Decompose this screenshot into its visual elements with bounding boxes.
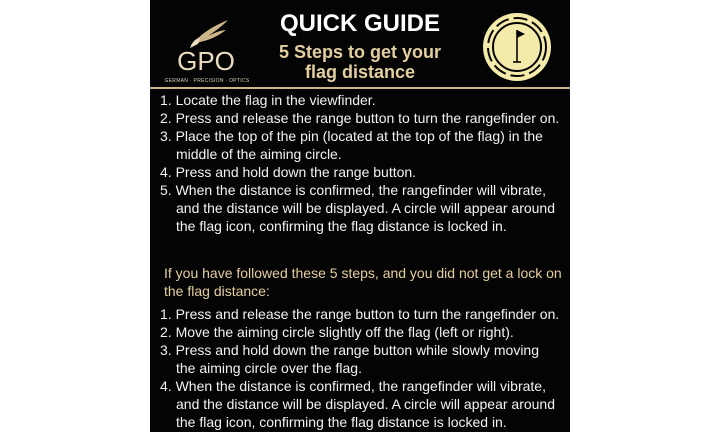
header-divider xyxy=(150,87,570,89)
list-item: 4. Press and hold down the range button. xyxy=(160,164,417,180)
quick-guide-panel xyxy=(150,0,570,432)
list-item: 1. Locate the flag in the viewfinder. xyxy=(160,92,376,108)
gpo-logo xyxy=(164,16,252,88)
page-subtitle xyxy=(260,42,460,82)
list-item: 3. Press and hold down the range button while slowly moving the aiming circle over the flag. xyxy=(160,342,539,376)
flag-badge-icon xyxy=(482,12,552,82)
logo-tagline: GERMAN · PRECISION · OPTICS xyxy=(164,78,250,84)
page-title: QUICK GUIDE xyxy=(279,10,440,37)
troubleshoot-list xyxy=(160,305,571,431)
subtitle-line: flag distance xyxy=(304,62,416,82)
steps-list xyxy=(160,91,571,235)
list-item: 2. Move the aiming circle slightly off the flag (left or right). xyxy=(160,324,514,340)
troubleshoot-note: If you have followed these 5 steps, and you did not get a lock on the flag distance: xyxy=(164,265,562,299)
list-item: 1. Press and release the range button to turn the rangefinder on. xyxy=(160,306,560,322)
subtitle-line: 5 Steps to get your xyxy=(278,42,442,62)
list-item: 2. Press and release the range button to turn the rangefinder on. xyxy=(160,110,560,126)
list-item: 5. When the distance is confirmed, the rangefinder will vibrate, and the distance will be displayed. A circle will appear around the flag icon, confirming the flag distance is locked in. xyxy=(160,182,556,234)
list-item: 3. Place the top of the pin (located at the top of the flag) in the middle of the aiming circle. xyxy=(160,128,543,162)
list-item: 4. When the distance is confirmed, the rangefinder will vibrate, and the distance will be displayed. A circle will appear around the flag icon, confirming the flag distance is locked in. xyxy=(160,378,556,430)
logo-text: GPO xyxy=(177,46,235,76)
